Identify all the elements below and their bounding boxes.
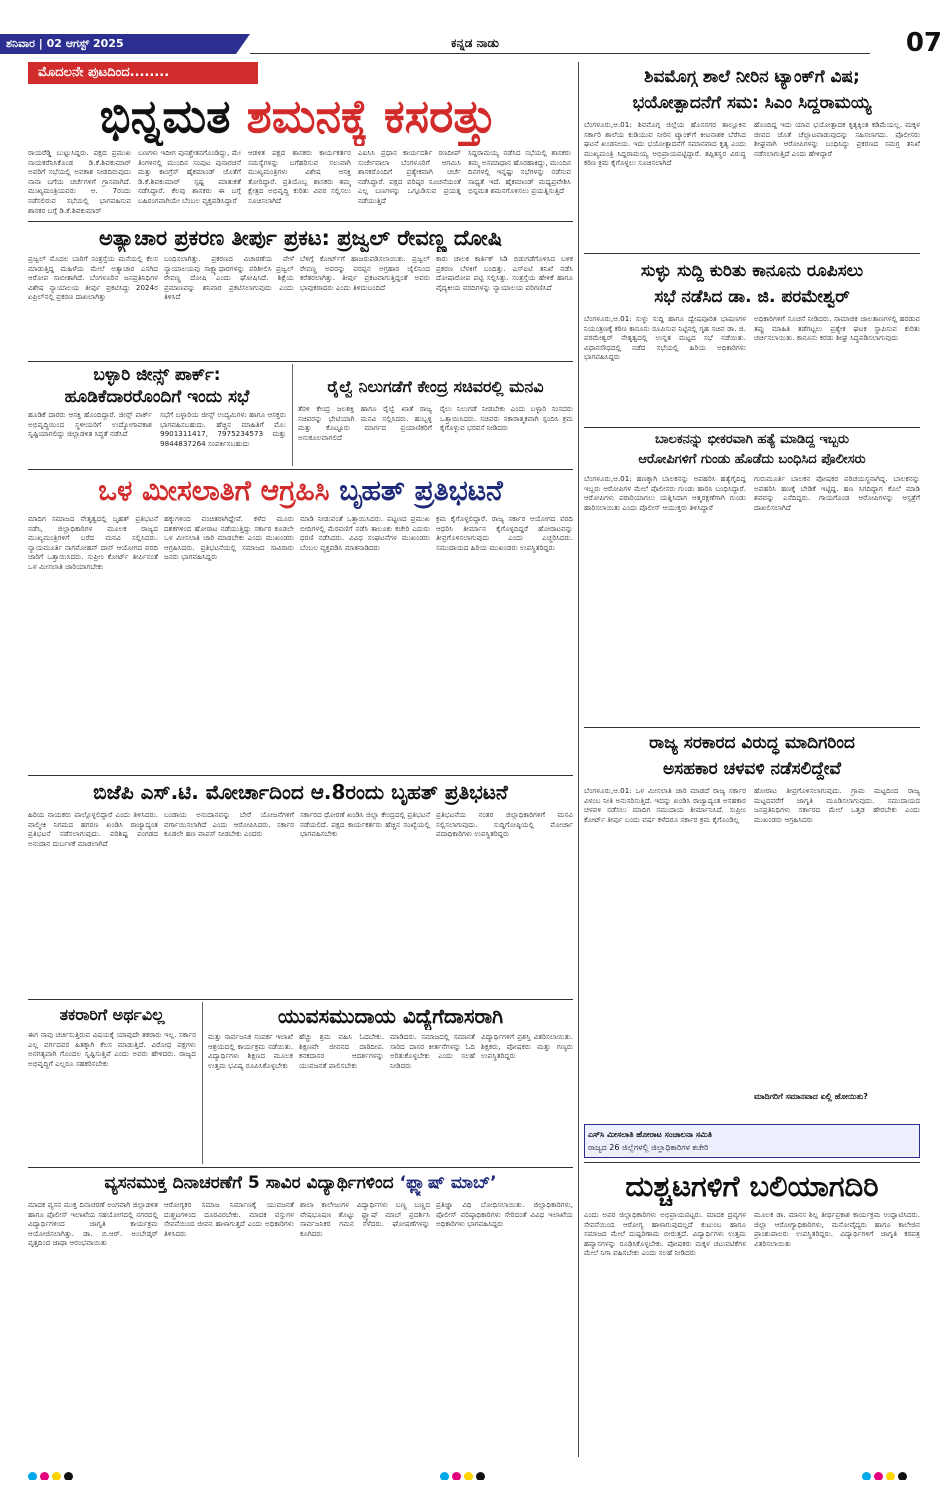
prajwal-col-1: ಪ್ರಜ್ವಲ್ ಮೊದಲ ಬಾರಿಗೆ ಸಂತ್ರಸ್ತೆಯ ಮನೆಯಲ್ಲಿ ಕೆಲಸ ಮಾಡುತ್ತಿದ್ದ ಮಹಿಳೆಯ ಮೇಲೆ ಅತ್ಯಾಚಾರ ಎಸಗಿದ ಆರೋಪ ಸಾಬೀತಾಗಿದೆ. ಬೆಂಗಳೂರಿನ ಜನಪ್ರತಿನಿಧಿಗಳ ವಿಶೇಷ ನ್ಯಾಯಾಲಯ ತೀರ್ಪು ಪ್ರಕಟಿಸಿದ್ದು 2024ರ ಏಪ್ರಿಲ್‌ನಲ್ಲಿ ಪ್ರಕರಣ ದಾಖಲಾಗಿತ್ತು (28, 254, 158, 302)
lead-col-1: ರಾಯರೆಡ್ಡಿ ಬುಟ್ಟುಸಿದ್ದರು. ಪಕ್ಷದ ಪ್ರಮುಖ ನಾಯಕರೆನಿಸಿಕೊಂಡ ಡಿ.ಕೆ.ಶಿವಕುಮಾರ್ ಅವರಿಗೆ ಸಭೆಯಲ್ಲಿ ಅವಕಾಶ ನೀಡದಿರುವುದು ನಾನಾ ಬಗೆಯ ಚರ್ಚೆಗಳಿಗೆ ಗ್ರಾಸವಾಗಿದೆ. ಮುಖ್ಯಮಂತ್ರಿಯವರು ಆ. 7ರಂದು ನಡೆಸಲಿರುವ ಸಭೆಯಲ್ಲಿ ಭಾಗವಹಿಸುವ ಶಾಸಕರ ಬಗ್ಗೆ ಡಿ.ಕೆ.ಶಿವಕುಮಾರ್ (28, 148, 131, 215)
railway-col-2: ರೈಲು ನಿಲುಗಡೆ ನೀಡಬೇಕು ಎಂದು ಬಳ್ಳಾರಿ ಸಂಸದರು ಒತ್ತಾಯಿಸಿದರು. ಸಚಿವರು ಸಕಾರಾತ್ಮಕವಾಗಿ ಸ್ಪಂದಿಸಿ ಕ್ರಮ ಕೈಗೊಳ್ಳುವ ಭರವಸೆ ನೀಡಿದರು (440, 404, 573, 433)
divider (584, 427, 920, 428)
magenta-dot (452, 1472, 461, 1480)
magenta-dot (40, 1472, 49, 1480)
divider (28, 361, 573, 362)
yellow-dot (886, 1472, 895, 1480)
date-strip-tip (236, 34, 250, 54)
law-headline-1: ಸುಳ್ಳು ಸುದ್ದಿ ಕುರಿತು ಕಾನೂನು ರೂಪಿಸಲು (640, 261, 864, 281)
railway-col-1: ತೆರಳಿ ಕೇಂದ್ರ ಜಲಶಕ್ತಿ ಹಾಗೂ ರೈಲ್ವೆ ಖಾತೆ ರಾಜ್ಯ ಸಚಿವರನ್ನು ಭೇಟಿಯಾಗಿ ಮನವಿ ಸಲ್ಲಿಸಿದರು. ಹುಬ್ಬಳ್ಳಿ ಮತ್ತು ಕೊಟ್ಟೂರು ಮಾರ್ಗದ ಪ್ರಯಾಣಿಕರಿಗೆ ಅನುಕೂಲವಾಗಲಿದೆ (298, 404, 432, 442)
railway-headline: ರೈಲ್ವೆ ನಿಲುಗಡೆಗೆ ಕೇಂದ್ರ ಸಚಿವರಲ್ಲಿ ಮನವಿ (327, 377, 544, 396)
divider (584, 1162, 920, 1163)
reservation-headline-b: ಬೃಹತ್ ಪ್ರತಿಭಟನೆ (339, 474, 503, 507)
divider (28, 469, 573, 470)
lead-col-3: ಆಡಳಿತ ಪಕ್ಷದ ಶಾಸಕರು ಕಾರ್ಯಕರ್ತರ ಸಮಸ್ಯೆಗಳನ್ನು ಬಗೆಹರಿಸುವ ಸಲುವಾಗಿ ಮುಖ್ಯಮಂತ್ರಿಗಳು ವಿಶೇಷ ಆಸಕ್ತಿ ತೋರಿದ್ದಾರೆ. ಪ್ರತಿಯೊಬ್ಬ ಶಾಸಕರು ತಮ್ಮ ಕ್ಷೇತ್ರದ ಅಭಿವೃದ್ಧಿ ಕುರಿತು ವಿವರ ಸಲ್ಲಿಸಲು ಸೂಚಿಸಲಾಗಿದೆ (248, 148, 351, 205)
jeans-headline-2: ಹೂಡಿಕೆದಾರರೊಂದಿಗೆ ಇಂದು ಸಭೆ (64, 387, 250, 407)
jeans-headline-1: ಬಳ್ಳಾರಿ ಜೀನ್ಸ್ ಪಾರ್ಕ್: (93, 365, 221, 385)
date-label: 02 ಆಗಸ್ಟ್ 2025 (46, 37, 124, 50)
shimoga-col-2: ಹೊಂದಿದ್ದ ಇದು ಯಾವ ಭಯೋತ್ಪಾದಕ ಕೃತ್ಯಕ್ಕಿಂತ ಕಡಿಮೆಯಲ್ಲ. ಮಕ್ಕಳ ಜೀವದ ಜೊತೆ ಚೆಲ್ಲಾಟವಾಡುವುದನ್ನು ಸಹಿಸಲಾಗದು. ಪೊಲೀಸರು ಶೀಘ್ರವಾಗಿ ಆರೋಪಿಗಳನ್ನು ಬಂಧಿಸಿದ್ದು ಪ್ರಕರಣದ ಸಮಗ್ರ ತನಿಖೆ ನಡೆಸಲಾಗುತ್ತಿದೆ ಎಂದು ಹೇಳಿದ್ದಾರೆ (754, 120, 920, 158)
black-dot (64, 1472, 73, 1480)
vice-headline: ದುಶ್ಚಟಗಳಿಗೆ ಬಲಿಯಾಗದಿರಿ (625, 1169, 879, 1203)
reservation-col-2: ಹಕ್ಕುಗಳಿಂದ ವಂಚಿತರಾಗಿದ್ದೇವೆ. ಕಳೆದ ಮೂರು ದಶಕಗಳಿಂದ ಹೋರಾಟ ನಡೆಯುತ್ತಿದ್ದು ಸರ್ಕಾರ ಕೂಡಲೇ ಒಳ ಮೀಸಲಾತಿ ಜಾರಿ ಮಾಡಬೇಕು ಎಂದು ಮುಖಂಡರು ಆಗ್ರಹಿಸಿದರು. ಪ್ರತಿಭಟನೆಯಲ್ಲಿ ಸಮಾಜದ ಸಾವಿರಾರು ಜನರು ಭಾಗವಹಿಸಿದ್ದರು (164, 514, 294, 562)
section-rule (578, 62, 579, 1457)
prajwal-col-2: ಬಂಧಿಸಲಾಗಿತ್ತು. ಪ್ರಕರಣದ ವಿಚಾರಣೆಯ ವೇಳೆ ನ್ಯಾಯಾಲಯವು ಸಾಕ್ಷ್ಯಾಧಾರಗಳನ್ನು ಪರಿಶೀಲಿಸಿ ಪ್ರಜ್ವಲ್ ರೇವಣ್ಣ ದೋಷಿ ಎಂದು ಘೋಷಿಸಿದೆ. ಶಿಕ್ಷೆಯ ಪ್ರಮಾಣವನ್ನು ಶನಿವಾರ ಪ್ರಕಟಿಸಲಾಗುವುದು ಎಂದು ತಿಳಿಸಿದೆ (164, 254, 294, 302)
reservation-col-1: ಮಾದಿಗ ಸಮಾಜದ ನೇತೃತ್ವದಲ್ಲಿ ಬೃಹತ್ ಪ್ರತಿಭಟನೆ ನಡೆಸಿ, ಜಿಲ್ಲಾಧಿಕಾರಿಗಳ ಮೂಲಕ ರಾಜ್ಯದ ಮುಖ್ಯಮಂತ್ರಿಗಳಿಗೆ ಬರೆದ ಮನವಿ ಸಲ್ಲಿಸಿದರು. ನ್ಯಾಯಮೂರ್ತಿ ನಾಗಮೋಹನ್ ದಾಸ್ ಆಯೋಗದ ವರದಿ ಜಾರಿಗೆ ಒತ್ತಾಯಿಸಿದರು. ಸುಪ್ರೀಂ ಕೋರ್ಟ್ ತೀರ್ಪಿನಂತೆ ಒಳ ಮೀಸಲಾತಿ ಜಾರಿಯಾಗಬೇಕು (28, 514, 158, 571)
yellow-dot (52, 1472, 61, 1480)
reservation-headline-a: ಒಳ ಮೀಸಲಾತಿಗೆ ಆಗ್ರಹಿಸಿ (98, 474, 330, 507)
divider (584, 727, 920, 728)
day-label: ಶನಿವಾರ (6, 37, 35, 50)
registration-dots-left (28, 1466, 88, 1480)
bjp-col-3: ಸರ್ಕಾರದ ಧೋರಣೆ ಖಂಡಿಸಿ ಜಿಲ್ಲಾ ಕೇಂದ್ರದಲ್ಲಿ ಪ್ರತಿಭಟನೆ ನಡೆಯಲಿದೆ. ಪಕ್ಷದ ಕಾರ್ಯಕರ್ತರು ಹೆಚ್ಚಿನ ಸಂಖ್ಯೆಯಲ್ಲಿ ಭಾಗವಹಿಸಬೇಕು (300, 810, 430, 839)
reservation-col-4: ಕ್ರಮ ಕೈಗೊಳ್ಳಲಿದ್ದಾರೆ. ರಾಜ್ಯ ಸರ್ಕಾರ ಆಯೋಗದ ವರದಿ ಆಧರಿಸಿ ತೀರ್ಮಾನ ಕೈಗೊಳ್ಳದಿದ್ದರೆ ಹೋರಾಟವನ್ನು ತೀವ್ರಗೊಳಿಸಲಾಗುವುದು ಎಂದು ಎಚ್ಚರಿಸಿದರು. ಸಮುದಾಯದ ಹಿರಿಯ ಮುಖಂಡರು ಉಪಸ್ಥಿತರಿದ್ದರು (436, 514, 573, 552)
madiga-col-2: ಹೋರಾಟ ತೀವ್ರಗೊಳಿಸಲಾಗುವುದು. ಗ್ರಾಮ ಮಟ್ಟದಿಂದ ರಾಜ್ಯ ಮಟ್ಟದವರೆಗೆ ಜಾಗೃತಿ ಮೂಡಿಸಲಾಗುವುದು. ಸಮುದಾಯದ ಜನಪ್ರತಿನಿಧಿಗಳು ಸರ್ಕಾರದ ಮೇಲೆ ಒತ್ತಡ ಹೇರಬೇಕು ಎಂದು ಮುಖಂಡರು ಆಗ್ರಹಿಸಿದರು (754, 786, 920, 824)
yellow-dot (464, 1472, 473, 1480)
flash-headline (28, 1170, 573, 1196)
header-rule (250, 53, 870, 54)
lead-col-2: ಬಣಗಳು ಇದೀಗ ಪುನಶ್ಚೇತನಗೊಂಡಿದ್ದು, ಮೇ ತಿಂಗಳಿನಲ್ಲಿ ಮುಂದಿನ ಸಂಪುಟ ಪುನಾರಚನೆ ಮತ್ತು ಕಾಂಗ್ರೆಸ್ ಹೈಕಮಾಂಡ್ ಜೊತೆಗೆ ಡಿ.ಕೆ.ಶಿವಕುಮಾರ್ ಸ್ಪಷ್ಟ ಮಾತುಕತೆ ನಡೆಸಿದ್ದಾರೆ. ಕೆಲವು ಶಾಸಕರು ಈ ಬಗ್ಗೆ ಬಹಿರಂಗವಾಗಿಯೇ ಬೆಂಬಲ ವ್ಯಕ್ತಪಡಿಸಿದ್ದಾರೆ (138, 148, 241, 205)
madiga-headline-1: ರಾಜ್ಯ ಸರಕಾರದ ವಿರುದ್ಧ ಮಾದಿಗರಿಂದ (649, 733, 855, 753)
youth-col-1: ಮತ್ತು ಸಾರ್ವಜನಿಕ ಸಂಪರ್ಕ ಇಲಾಖೆ ಆಶ್ರಯದಲ್ಲಿ ಕಾರ್ಯಕ್ರಮ ನಡೆಯಿತು. ವಿದ್ಯಾರ್ಥಿಗಳು ಶಿಕ್ಷಣದ ಮೂಲಕ ಉತ್ತಮ ಭವಿಷ್ಯ ರೂಪಿಸಿಕೊಳ್ಳಬೇಕು (208, 1032, 293, 1070)
cyan-dot (862, 1472, 871, 1480)
bjp-col-2: ಬಂಡಾಯ ಅನುದಾನವನ್ನು ಬೇರೆ ಯೋಜನೆಗಳಿಗೆ ವರ್ಗಾಯಿಸಲಾಗಿದೆ ಎಂದು ಆರೋಪಿಸಿದರು. ಸರ್ಕಾರ ಕೂಡಲೇ ಹಣ ವಾಪಸ್ ನೀಡಬೇಕು ಎಂದರು (164, 810, 294, 839)
registration-dots-right (862, 1466, 922, 1480)
madiga-box-text: ರಾಜ್ಯದ 26 ಜಿಲ್ಲೆಗಳಲ್ಲಿ ಜಿಲ್ಲಾಧಿಕಾರಿಗಳ ಕಚೇರಿ (588, 1143, 709, 1152)
masthead: ಕನ್ನಡ ನಾಡು (451, 36, 499, 50)
prajwal-col-3: ಬೆಳಿಗ್ಗೆ ಕೋರ್ಟ್‌ಗೆ ಹಾಜರುಪಡಿಸಲಾಯಿತು. ಪ್ರಜ್ವಲ್ ರೇವಣ್ಣ ಅವರನ್ನು ಪರಪ್ಪನ ಅಗ್ರಹಾರ ಜೈಲಿನಿಂದ ಕರೆತರಲಾಗಿತ್ತು. ತೀರ್ಪು ಪ್ರಕಟವಾಗುತ್ತಿದ್ದಂತೆ ಅವರು ಭಾವುಕರಾದರು ಎಂದು ತಿಳಿದುಬಂದಿದೆ (300, 254, 430, 292)
date-strip: ಶನಿವಾರ | 02 ಆಗಸ್ಟ್ 2025 (0, 34, 236, 54)
divider (28, 999, 573, 1000)
column-rule (202, 1002, 203, 1164)
boys-col-1: ಬೆಂಗಳೂರು,ಆ.01: ಹಣಕ್ಕಾಗಿ ಬಾಲಕನನ್ನು ಅಪಹರಿಸಿ ಹತ್ಯೆಗೈದಿದ್ದ ಇಬ್ಬರು ಆರೋಪಿಗಳ ಮೇಲೆ ಪೊಲೀಸರು ಗುಂಡು ಹಾರಿಸಿ ಬಂಧಿಸಿದ್ದಾರೆ. ಆರೋಪಿಗಳು ಪರಾರಿಯಾಗಲು ಯತ್ನಿಸಿದಾಗ ಆತ್ಮರಕ್ಷಣೆಗಾಗಿ ಗುಂಡು ಹಾರಿಸಲಾಯಿತು ಎಂದು ಪೊಲೀಸ್ ಆಯುಕ್ತರು ತಿಳಿಸಿದ್ದಾರೆ (584, 474, 746, 512)
black-dot (898, 1472, 907, 1480)
lead-col-4: ಎಐಸಿಸಿ ಪ್ರಧಾನ ಕಾರ್ಯದರ್ಶಿ ರಣದೀಪ್ ಸುರ್ಜೇವಾಲಾ ಬೆಂಗಳೂರಿಗೆ ಆಗಮಿಸಿ ಶಾಸಕರೊಂದಿಗೆ ಪ್ರತ್ಯೇಕವಾಗಿ ಚರ್ಚೆ ನಡೆಸಿದ್ದಾರೆ. ಪಕ್ಷದ ವರಿಷ್ಠರ ಸೂಚನೆಯಂತೆ ಎಲ್ಲ ಬಣಗಳನ್ನು ಒಗ್ಗೂಡಿಸುವ ಪ್ರಯತ್ನ ನಡೆಯುತ್ತಿದೆ (358, 148, 461, 205)
lead-headline-a: ಭಿನ್ನಮತ (99, 89, 231, 143)
youth-col-4: ವಿದ್ಯಾರ್ಥಿಗಳಿಗೆ ಪ್ರಶಸ್ತಿ ವಿತರಿಸಲಾಯಿತು. ಶಿಕ್ಷಕರು, ಪೋಷಕರು ಮತ್ತು ಗಣ್ಯರು ಉಪಸ್ಥಿತರಿದ್ದರು (481, 1032, 573, 1061)
vice-col-1: ಎಂದು ಅಪರ ಜಿಲ್ಲಾಧಿಕಾರಿಗಳು ಅಭಿಪ್ರಾಯಪಟ್ಟರು. ಮಾದಕ ದ್ರವ್ಯಗಳ ಸೇವನೆಯಿಂದ ಆರೋಗ್ಯ ಹಾಳಾಗುವುದಲ್ಲದೆ ಕುಟುಂಬ ಹಾಗೂ ಸಮಾಜದ ಮೇಲೆ ದುಷ್ಪರಿಣಾಮ ಬೀರುತ್ತದೆ. ವಿದ್ಯಾರ್ಥಿಗಳು ಉತ್ತಮ ಹವ್ಯಾಸಗಳನ್ನು ರೂಢಿಸಿಕೊಳ್ಳಬೇಕು. ಪೋಷಕರು ಮಕ್ಕಳ ಚಟುವಟಿಕೆಗಳ ಮೇಲೆ ನಿಗಾ ವಹಿಸಬೇಕು ಎಂದು ಸಲಹೆ ನೀಡಿದರು (584, 1210, 746, 1258)
shimoga-col-1: ಬೆಂಗಳೂರು,ಆ.01: ಶಿವಮೊಗ್ಗ ಜಿಲ್ಲೆಯ ಹೊಸನಗರ ತಾಲ್ಲೂಕಿನ ಸರ್ಕಾರಿ ಶಾಲೆಯ ಕುಡಿಯುವ ನೀರಿನ ಟ್ಯಾಂಕ್‌ಗೆ ಕೀಟನಾಶಕ ಬೆರೆಸಿದ ಘಟನೆ ಖಂಡನೀಯ. ಇದು ಭಯೋತ್ಪಾದನೆಗೆ ಸಮಾನವಾದ ಕೃತ್ಯ ಎಂದು ಮುಖ್ಯಮಂತ್ರಿ ಸಿದ್ದರಾಮಯ್ಯ ಅಭಿಪ್ರಾಯಪಟ್ಟಿದ್ದಾರೆ. ತಪ್ಪಿತಸ್ಥರ ವಿರುದ್ಧ ಕಠಿಣ ಕ್ರಮ ಕೈಗೊಳ್ಳಲು ಸೂಚಿಸಲಾಗಿದೆ (584, 120, 746, 168)
flash-col-3: ಶಾಲಾ ಕಾಲೇಜುಗಳ ವಿದ್ಯಾರ್ಥಿಗಳು ಬಣ್ಣ ಬಣ್ಣದ ವೇಷಭೂಷಣ ತೊಟ್ಟು ಫ್ಲ್ಯಾಷ್ ಮಾಬ್ ಪ್ರದರ್ಶಿಸಿ ಸಾರ್ವಜನಿಕರ ಗಮನ ಸೆಳೆದರು. ಘೋಷಣೆಗಳನ್ನು ಕೂಗಿದರು (300, 1200, 430, 1238)
page-number: 07 (905, 28, 942, 58)
law-headline-2: ಸಭೆ ನಡೆಸಿದ ಡಾ. ಜಿ. ಪರಮೇಶ್ವರ್ (654, 287, 850, 307)
madiga-box-label: ಎಸ್‌ಸಿ ಮೀಸಲಾತಿ ಹೋರಾಟ ಸಂಚಾಲನಾ ಸಮಿತಿ (588, 1130, 713, 1139)
flash-col-1: ಮಾದಕ ವ್ಯಸನ ಮುಕ್ತ ದಿನಾಚರಣೆ ಅಂಗವಾಗಿ ಜಿಲ್ಲಾಡಳಿತ ಹಾಗೂ ಪೊಲೀಸ್ ಇಲಾಖೆಯ ಸಹಯೋಗದಲ್ಲಿ ನಗರದಲ್ಲಿ ವಿದ್ಯಾರ್ಥಿಗಳಿಂದ ಜಾಗೃತಿ ಕಾರ್ಯಕ್ರಮ ಆಯೋಜಿಸಲಾಗಿತ್ತು. ಡಾ. ಬಿ.ಆರ್. ಅಂಬೇಡ್ಕರ್ ವೃತ್ತದಿಂದ ಜಾಥಾ ಆರಂಭವಾಯಿತು (28, 1200, 158, 1248)
boys-headline-1: ಬಾಲಕನನ್ನು ಭೀಕರವಾಗಿ ಹತ್ಯೆ ಮಾಡಿದ್ದ ಇಬ್ಬರು (654, 432, 850, 447)
jeans-col-2: ಸಭೆಗೆ ಬಳ್ಳಾರಿಯ ಜೀನ್ಸ್ ಉದ್ಯಮಿಗಳು ಹಾಗೂ ಆಸಕ್ತರು ಭಾಗವಹಿಸಬಹುದು. ಹೆಚ್ಚಿನ ಮಾಹಿತಿಗೆ ಮೊ: 9901311417, 7975234573 ಮತ್ತು 9844837264 ಸಂಪರ್ಕಿಸಬಹುದು (160, 410, 286, 448)
lead-headline (28, 86, 568, 146)
boys-col-2: ಗುರುಮೂರ್ತಿ ಬಾಲಕನ ಪೋಷಕರ ಪರಿಚಯಸ್ಥನಾಗಿದ್ದ. ಬಾಲಕನನ್ನು ಅಪಹರಿಸಿ ಹಣಕ್ಕೆ ಬೇಡಿಕೆ ಇಟ್ಟಿದ್ದ. ಹಣ ಸಿಗದಿದ್ದಾಗ ಕೊಲೆ ಮಾಡಿ ಶವವನ್ನು ಎಸೆದಿದ್ದರು. ಗಾಯಗೊಂಡ ಆರೋಪಿಗಳನ್ನು ಆಸ್ಪತ್ರೆಗೆ ದಾಖಲಿಸಲಾಗಿದೆ (754, 474, 920, 512)
youth-col-2: ಹೆಚ್ಚು ಶ್ರಮ ವಹಿಸಿ ಓದಬೇಕು. ಶಿಕ್ಷಣವೇ ಜೀವನದ ದಾರಿದೀಪ. ಕನಕದಾಸರ ಆದರ್ಶಗಳನ್ನು ಯುವಜನತೆ ಪಾಲಿಸಬೇಕು (299, 1032, 384, 1070)
bjp-headline: ಬಿಜೆಪಿ ಎಸ್.ಟಿ. ಮೋರ್ಚಾದಿಂದ ಆ.8ರಂದು ಬೃಹತ್ ಪ್ರತಿಭಟನೆ (93, 780, 508, 804)
lead-kicker: ಮೊದಲನೇ ಪುಟದಿಂದ........ (28, 62, 258, 84)
cyan-dot (28, 1472, 37, 1480)
divider (584, 253, 920, 254)
boys-headline-2: ಆರೋಪಿಗಳಿಗೆ ಗುಂಡು ಹೊಡೆದು ಬಂಧಿಸಿದ ಪೊಲೀಸರು (638, 452, 866, 467)
law-col-2: ಅಧಿಕಾರಿಗಳಿಗೆ ಸೂಚನೆ ನೀಡಿದರು. ಸಾಮಾಜಿಕ ಜಾಲತಾಣಗಳಲ್ಲಿ ಹರಡುವ ತಪ್ಪು ಮಾಹಿತಿ ತಡೆಗಟ್ಟಲು ಪ್ರತ್ಯೇಕ ಘಟಕ ಸ್ಥಾಪಿಸುವ ಕುರಿತು ಚರ್ಚಿಸಲಾಯಿತು. ಕಾನೂನು ಕರಡು ಶೀಘ್ರ ಸಿದ್ಧಪಡಿಸಲಾಗುವುದು (754, 314, 920, 343)
magenta-dot (874, 1472, 883, 1480)
shimoga-headline-1: ಶಿವಮೊಗ್ಗ ಶಾಲೆ ನೀರಿನ ಟ್ಯಾಂಕ್‌ಗೆ ವಿಷ; (644, 67, 860, 87)
law-col-1: ಬೆಂಗಳೂರು,ಆ.01: ಸುಳ್ಳು ಸುದ್ದಿ ಹಾಗೂ ದ್ವೇಷಪೂರಿತ ಭಾಷಣಗಳ ನಿಯಂತ್ರಣಕ್ಕೆ ಕಠಿಣ ಕಾನೂನು ರೂಪಿಸುವ ನಿಟ್ಟಿನಲ್ಲಿ ಗೃಹ ಸಚಿವ ಡಾ. ಜಿ. ಪರಮೇಶ್ವರ್ ನೇತೃತ್ವದಲ್ಲಿ ಉನ್ನತ ಮಟ್ಟದ ಸಭೆ ನಡೆಯಿತು. ವಿಧಾನಸೌಧದಲ್ಲಿ ನಡೆದ ಸಭೆಯಲ್ಲಿ ಹಿರಿಯ ಅಧಿಕಾರಿಗಳು ಭಾಗವಹಿಸಿದ್ದರು (584, 314, 746, 362)
madiga-headline-2: ಅಸಹಕಾರ ಚಳವಳಿ ನಡೆಸಲಿದ್ದೇವೆ (662, 759, 842, 779)
flash-col-2: ಆರೋಗ್ಯಕರ ಸಮಾಜ ನಿರ್ಮಾಣಕ್ಕೆ ಯುವಜನತೆ ದುಶ್ಚಟಗಳಿಂದ ದೂರವಿರಬೇಕು. ಮಾದಕ ವಸ್ತುಗಳ ಸೇವನೆಯಿಂದ ಜೀವನ ಹಾಳಾಗುತ್ತದೆ ಎಂದು ಅಧಿಕಾರಿಗಳು ತಿಳಿಸಿದರು (164, 1200, 294, 1238)
vice-col-2: ಮೂಲಕ ಡಾ. ಮಾನಸ ಶಿಲ್ಪ ತೀರ್ಥಪ್ರಕಾಶ ಕಾರ್ಯಕ್ರಮ ಉದ್ಘಾಟಿಸಿದರು. ಜಿಲ್ಲಾ ಆರೋಗ್ಯಾಧಿಕಾರಿಗಳು, ಮನೋವೈದ್ಯರು ಹಾಗೂ ಕಾಲೇಜಿನ ಪ್ರಾಂಶುಪಾಲರು ಉಪಸ್ಥಿತರಿದ್ದರು. ವಿದ್ಯಾರ್ಥಿಗಳಿಗೆ ಜಾಗೃತಿ ಕರಪತ್ರ ವಿತರಿಸಲಾಯಿತು (754, 1210, 920, 1248)
youth-headline: ಯುವಸಮುದಾಯ ವಿದ್ಯೆಗೆದಾಸರಾಗಿ (277, 1004, 504, 1028)
madiga-col-1: ಬೆಂಗಳೂರು,ಆ.01: ಒಳ ಮೀಸಲಾತಿ ಜಾರಿ ಮಾಡದೆ ರಾಜ್ಯ ಸರ್ಕಾರ ವಿಳಂಬ ನೀತಿ ಅನುಸರಿಸುತ್ತಿದೆ. ಇದನ್ನು ಖಂಡಿಸಿ ರಾಜ್ಯಾದ್ಯಂತ ಅಸಹಕಾರ ಚಳವಳಿ ನಡೆಸಲು ಮಾದಿಗ ಸಮುದಾಯ ತೀರ್ಮಾನಿಸಿದೆ. ಸುಪ್ರೀಂ ಕೋರ್ಟ್ ತೀರ್ಪು ಬಂದು ವರ್ಷ ಕಳೆದರೂ ಸರ್ಕಾರ ಕ್ರಮ ಕೈಗೊಂಡಿಲ್ಲ (584, 786, 746, 824)
divider (28, 775, 573, 776)
meaning-headline: ತಕರಾರಿಗೆ ಅರ್ಥವಿಲ್ಲ (59, 1005, 165, 1024)
reservation-headline (28, 472, 573, 510)
flash-headline-b: ‘ಫ್ಲ್ಯಾಷ್ ಮಾಬ್’ (399, 1173, 497, 1193)
registration-dots-center (440, 1466, 500, 1480)
black-dot (476, 1472, 485, 1480)
prajwal-headline: ಅತ್ಯಾಚಾರ ಪ್ರಕರಣ ತೀರ್ಪು ಪ್ರಕಟ: ಪ್ರಜ್ವಲ್ ರೇವಣ್ಣ ದೋಷಿ (98, 226, 503, 250)
flash-col-4: ಪ್ರತಿಜ್ಞಾ ವಿಧಿ ಬೋಧಿಸಲಾಯಿತು. ಜಿಲ್ಲಾಧಿಕಾರಿಗಳು, ಪೊಲೀಸ್ ವರಿಷ್ಠಾಧಿಕಾರಿಗಳು ಸೇರಿದಂತೆ ವಿವಿಧ ಇಲಾಖೆಯ ಅಧಿಕಾರಿಗಳು ಭಾಗವಹಿಸಿದ್ದರು (436, 1200, 573, 1229)
lead-headline-b: ಶಮನಕ್ಕೆ ಕಸರತ್ತು (246, 89, 497, 143)
shimoga-headline-2: ಭಯೋತ್ಪಾದನೆಗೆ ಸಮ: ಸಿಎಂ ಸಿದ್ದರಾಮಯ್ಯ (632, 93, 872, 113)
lead-col-5: ಸಿದ್ದರಾಮಯ್ಯ ನಡೆಸಿದ ಸಭೆಯಲ್ಲಿ ಶಾಸಕರು ತಮ್ಮ ಅಸಮಾಧಾನ ಹೊರಹಾಕಿದ್ದು, ಮುಂದಿನ ದಿನಗಳಲ್ಲಿ ಇನ್ನಷ್ಟು ಸಭೆಗಳನ್ನು ನಡೆಸುವ ಸಾಧ್ಯತೆ ಇದೆ. ಹೈಕಮಾಂಡ್ ಮಧ್ಯಪ್ರವೇಶಿಸಿ ಭಿನ್ನಮತ ಶಮನಗೊಳಿಸಲು ಪ್ರಯತ್ನಿಸುತ್ತಿದೆ (468, 148, 571, 196)
bjp-col-1: ಹಿರಿಯ ನಾಯಕರು ಪಾಲ್ಗೊಳ್ಳಲಿದ್ದಾರೆ ಎಂದು ತಿಳಿಸಿದರು. ವಾಲ್ಮೀಕಿ ನಿಗಮದ ಹಗರಣ ಖಂಡಿಸಿ ರಾಜ್ಯಾದ್ಯಂತ ಪ್ರತಿಭಟನೆ ನಡೆಸಲಾಗುವುದು. ಪರಿಶಿಷ್ಟ ಪಂಗಡದ ಅನುದಾನ ದುರ್ಬಳಕೆ ಮಾಡಲಾಗಿದೆ (28, 810, 158, 848)
youth-col-3: ಮಾಡಿದರು. ಸಮಾಜದಲ್ಲಿ ಸಮಾನತೆ ಸಾರಿದ ದಾಸರ ಕೀರ್ತನೆಗಳನ್ನು ಓದಿ ಅರಿತುಕೊಳ್ಳಬೇಕು ಎಂದು ಸಲಹೆ ನೀಡಿದರು (390, 1032, 475, 1070)
madiga-subhead: ಮಾದಿಗರಿಗೆ ಸಮಾನವಾದ ಏಲ್ಲಿ ಹೋಯಿತು? (754, 1092, 868, 1101)
column-rule (292, 364, 293, 466)
bjp-col-4: ಪ್ರತಿಭಟನೆಯ ನಂತರ ಜಿಲ್ಲಾಧಿಕಾರಿಗಳಿಗೆ ಮನವಿ ಸಲ್ಲಿಸಲಾಗುವುದು. ಸುದ್ದಿಗೋಷ್ಠಿಯಲ್ಲಿ ಮೋರ್ಚಾ ಪದಾಧಿಕಾರಿಗಳು ಉಪಸ್ಥಿತರಿದ್ದರು (436, 810, 573, 839)
divider (28, 221, 573, 222)
jeans-col-1: ಹೂಡಿಕೆ ದಾರರು ಆಸಕ್ತಿ ಹೊಂದಿದ್ದಾರೆ. ಜೀನ್ಸ್ ಪಾರ್ಕ್ ಅಭಿವೃದ್ಧಿಯಿಂದ ಸ್ಥಳೀಯರಿಗೆ ಉದ್ಯೋಗಾವಕಾಶ ಸೃಷ್ಟಿಯಾಗಲಿದ್ದು ಜಿಲ್ಲಾಡಳಿತ ಸಿದ್ಧತೆ ನಡೆಸಿದೆ (28, 410, 152, 439)
reservation-col-3: ಮಾಡಿ ನೀಡುವಂತೆ ಒತ್ತಾಯಿಸಿದರು. ಪಟ್ಟಣದ ಪ್ರಮುಖ ಬೀದಿಗಳಲ್ಲಿ ಮೆರವಣಿಗೆ ನಡೆಸಿ ತಾಲೂಕು ಕಚೇರಿ ಎದುರು ಧರಣಿ ನಡೆಸಿದರು. ವಿವಿಧ ಸಂಘಟನೆಗಳ ಮುಖಂಡರು ಬೆಂಬಲ ವ್ಯಕ್ತಪಡಿಸಿ ಮಾತನಾಡಿದರು (300, 514, 430, 552)
flash-headline-a: ವ್ಯಸನಮುಕ್ತ ದಿನಾಚರಣೆಗೆ 5 ಸಾವಿರ ವಿದ್ಯಾರ್ಥಿಗಳಿಂದ (104, 1173, 394, 1193)
madiga-box (584, 1124, 920, 1158)
meaning-col: ಈಗ ನಾವು ಚರ್ಚಿಸುತ್ತಿರುವ ವಿಷಯಕ್ಕೆ ಯಾವುದೇ ತಕರಾರು ಇಲ್ಲ. ಸರ್ಕಾರ ಎಲ್ಲ ವರ್ಗದವರ ಹಿತಕ್ಕಾಗಿ ಕೆಲಸ ಮಾಡುತ್ತಿದೆ. ವಿರೋಧ ಪಕ್ಷಗಳು ಅನಗತ್ಯವಾಗಿ ಗೊಂದಲ ಸೃಷ್ಟಿಸುತ್ತಿವೆ ಎಂದು ಅವರು ಹೇಳಿದರು. ರಾಜ್ಯದ ಅಭಿವೃದ್ಧಿಗೆ ಎಲ್ಲರೂ ಸಹಕರಿಸಬೇಕು (28, 1030, 196, 1068)
header-bar (0, 0, 945, 58)
divider (28, 1167, 573, 1168)
cyan-dot (440, 1472, 449, 1480)
prajwal-col-4: ಕಾರು ಚಾಲಕ ಕಾರ್ತಿಕ್ ಸಿಡಿ ಬಿಡುಗಡೆಗೊಳಿಸಿದ ಬಳಿಕ ಪ್ರಕರಣ ಬೆಳಕಿಗೆ ಬಂದಿತ್ತು. ಎಸ್‌ಐಟಿ ತನಿಖೆ ನಡೆಸಿ ದೋಷಾರೋಪ ಪಟ್ಟಿ ಸಲ್ಲಿಸಿತ್ತು. ಸಂತ್ರಸ್ತೆಯ ಹೇಳಿಕೆ ಹಾಗೂ ವೈದ್ಯಕೀಯ ವರದಿಗಳನ್ನು ನ್ಯಾಯಾಲಯ ಪರಿಗಣಿಸಿದೆ (436, 254, 573, 292)
